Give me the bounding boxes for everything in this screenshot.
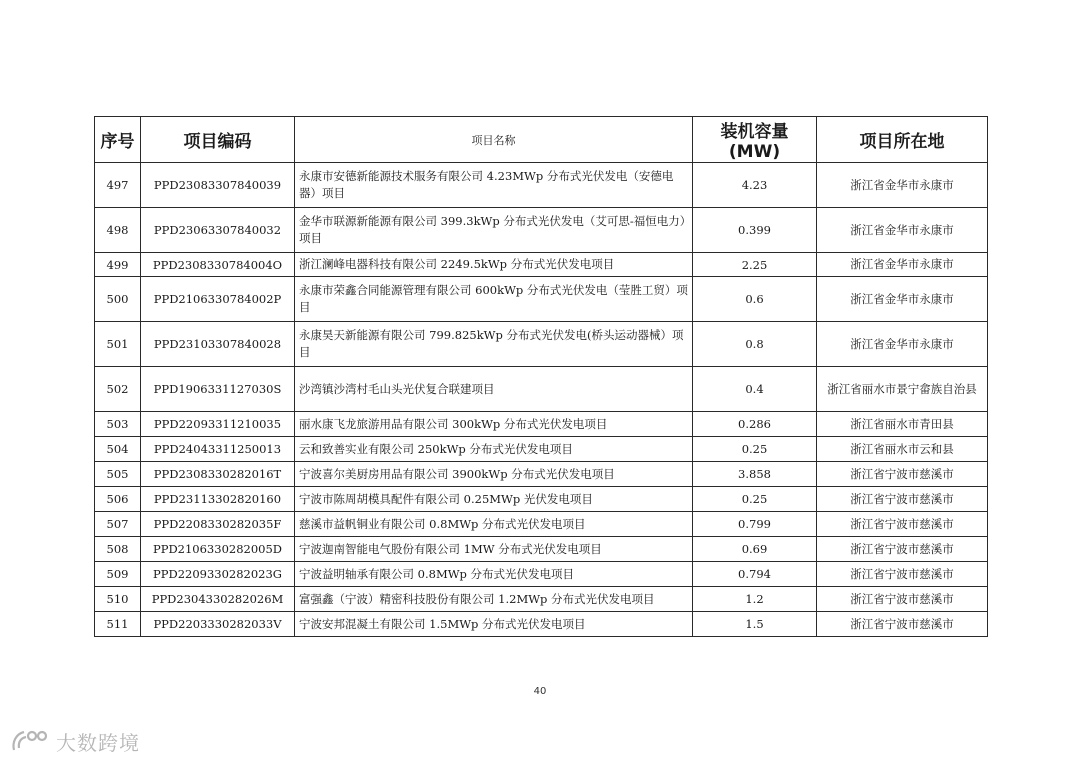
cell-code: PPD2106330784002P	[141, 277, 295, 322]
cell-name: 宁波迦南智能电气股份有限公司 1MW 分布式光伏发电项目	[295, 537, 693, 562]
cell-location: 浙江省宁波市慈溪市	[817, 462, 988, 487]
table-row	[95, 537, 988, 562]
cell-capacity: 1.5	[693, 612, 817, 637]
cell-location: 浙江省丽水市云和县	[817, 437, 988, 462]
cell-no: 503	[95, 412, 141, 437]
table-row	[95, 437, 988, 462]
cell-capacity: 0.4	[693, 367, 817, 412]
table-row	[95, 277, 988, 322]
cell-no: 511	[95, 612, 141, 637]
table-row	[95, 512, 988, 537]
cell-name: 永康市荣鑫合同能源管理有限公司 600kWp 分布式光伏发电（莹胜工贸）项目	[295, 277, 693, 322]
cell-name: 宁波喜尔美厨房用品有限公司 3900kWp 分布式光伏发电项目	[295, 462, 693, 487]
cell-capacity: 1.2	[693, 587, 817, 612]
cell-code: PPD2203330282033V	[141, 612, 295, 637]
cell-no: 500	[95, 277, 141, 322]
cell-code: PPD23103307840028	[141, 322, 295, 367]
cell-capacity: 0.25	[693, 437, 817, 462]
table-row	[95, 562, 988, 587]
cell-location: 浙江省金华市永康市	[817, 208, 988, 253]
cell-name: 宁波市陈周胡模具配件有限公司 0.25MWp 光伏发电项目	[295, 487, 693, 512]
table-row	[95, 367, 988, 412]
cell-code: PPD2209330282023G	[141, 562, 295, 587]
cell-code: PPD23063307840032	[141, 208, 295, 253]
table-row	[95, 208, 988, 253]
cell-capacity: 0.794	[693, 562, 817, 587]
cell-capacity: 0.8	[693, 322, 817, 367]
cell-name: 慈溪市益帆铜业有限公司 0.8MWp 分布式光伏发电项目	[295, 512, 693, 537]
cell-capacity: 0.399	[693, 208, 817, 253]
cell-location: 浙江省金华市永康市	[817, 322, 988, 367]
table-row	[95, 462, 988, 487]
table-row	[95, 412, 988, 437]
cell-location: 浙江省宁波市慈溪市	[817, 562, 988, 587]
cell-no: 506	[95, 487, 141, 512]
header-name: 项目名称	[295, 117, 693, 163]
cell-code: PPD2304330282026M	[141, 587, 295, 612]
cell-code: PPD22093311210035	[141, 412, 295, 437]
table-header-row	[95, 117, 988, 163]
cell-no: 499	[95, 253, 141, 277]
header-location: 项目所在地	[817, 117, 988, 163]
cell-location: 浙江省宁波市慈溪市	[817, 612, 988, 637]
cell-no: 508	[95, 537, 141, 562]
cell-no: 510	[95, 587, 141, 612]
cell-code: PPD2308330784004O	[141, 253, 295, 277]
watermark-text: 大数跨境	[56, 730, 140, 755]
cell-capacity: 3.858	[693, 462, 817, 487]
cell-code: PPD23083307840039	[141, 163, 295, 208]
cell-no: 497	[95, 163, 141, 208]
cell-name: 金华市联源新能源有限公司 399.3kWp 分布式光伏发电（艾可思-福恒电力）项目	[295, 208, 693, 253]
page-number: 40	[533, 686, 547, 697]
cell-capacity: 0.69	[693, 537, 817, 562]
cell-code: PPD23113302820160	[141, 487, 295, 512]
table-row	[95, 587, 988, 612]
cell-capacity: 0.799	[693, 512, 817, 537]
cell-capacity: 2.25	[693, 253, 817, 277]
cell-capacity: 0.286	[693, 412, 817, 437]
cell-no: 502	[95, 367, 141, 412]
cell-capacity: 0.25	[693, 487, 817, 512]
cell-no: 501	[95, 322, 141, 367]
cell-code: PPD2208330282035F	[141, 512, 295, 537]
cell-location: 浙江省宁波市慈溪市	[817, 587, 988, 612]
cell-location: 浙江省宁波市慈溪市	[817, 537, 988, 562]
header-capacity: 装机容量(MW)	[693, 117, 817, 163]
header-code: 项目编码	[141, 117, 295, 163]
table-row	[95, 612, 988, 637]
cell-name: 丽水康飞龙旅游用品有限公司 300kWp 分布式光伏发电项目	[295, 412, 693, 437]
watermark	[10, 726, 140, 756]
cell-no: 509	[95, 562, 141, 587]
cell-capacity: 0.6	[693, 277, 817, 322]
cell-location: 浙江省宁波市慈溪市	[817, 512, 988, 537]
table-row	[95, 487, 988, 512]
cell-no: 507	[95, 512, 141, 537]
cell-location: 浙江省丽水市景宁畲族自治县	[817, 367, 988, 412]
table-row	[95, 322, 988, 367]
cell-code: PPD1906331127030S	[141, 367, 295, 412]
table-body	[95, 163, 988, 637]
cell-name: 浙江澜峰电器科技有限公司 2249.5kWp 分布式光伏发电项目	[295, 253, 693, 277]
cell-code: PPD2106330282005D	[141, 537, 295, 562]
project-table	[94, 116, 988, 637]
cell-location: 浙江省金华市永康市	[817, 277, 988, 322]
cell-name: 云和致善实业有限公司 250kWp 分布式光伏发电项目	[295, 437, 693, 462]
cell-name: 永康昊天新能源有限公司 799.825kWp 分布式光伏发电(桥头运动器械）项目	[295, 322, 693, 367]
cell-no: 504	[95, 437, 141, 462]
cell-name: 宁波益明轴承有限公司 0.8MWp 分布式光伏发电项目	[295, 562, 693, 587]
cell-code: PPD2308330282016T	[141, 462, 295, 487]
cell-no: 498	[95, 208, 141, 253]
header-no: 序号	[95, 117, 141, 163]
cell-location: 浙江省宁波市慈溪市	[817, 487, 988, 512]
cell-location: 浙江省金华市永康市	[817, 253, 988, 277]
cell-no: 505	[95, 462, 141, 487]
cell-location: 浙江省金华市永康市	[817, 163, 988, 208]
table-row	[95, 253, 988, 277]
cell-code: PPD24043311250013	[141, 437, 295, 462]
cell-name: 富强鑫（宁波）精密科技股份有限公司 1.2MWp 分布式光伏发电项目	[295, 587, 693, 612]
datakuajing-logo-icon	[10, 728, 50, 754]
cell-name: 永康市安德新能源技术服务有限公司 4.23MWp 分布式光伏发电（安德电器）项目	[295, 163, 693, 208]
cell-capacity: 4.23	[693, 163, 817, 208]
table-row	[95, 163, 988, 208]
cell-location: 浙江省丽水市青田县	[817, 412, 988, 437]
cell-name: 宁波安邦混凝土有限公司 1.5MWp 分布式光伏发电项目	[295, 612, 693, 637]
cell-name: 沙湾镇沙湾村毛山头光伏复合联建项目	[295, 367, 693, 412]
